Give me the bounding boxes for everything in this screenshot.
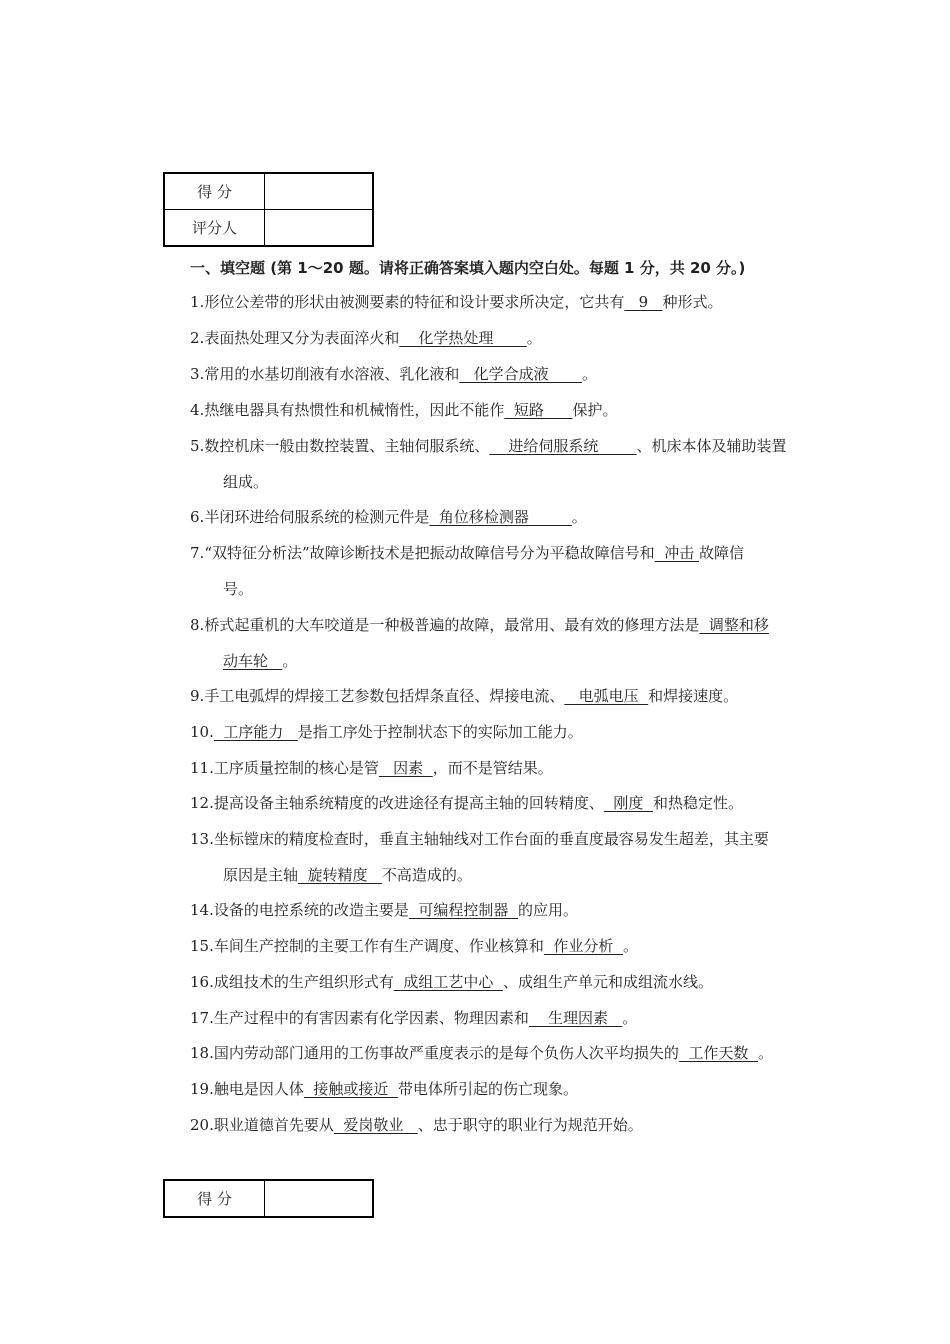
question-6 bbox=[190, 507, 587, 527]
question-18 bbox=[190, 1043, 773, 1063]
question-number: 1. bbox=[190, 293, 205, 311]
question-11 bbox=[190, 758, 553, 778]
question-text: 半闭环进给伺服系统的检测元件是 bbox=[204, 508, 430, 526]
score-value-cell[interactable] bbox=[265, 173, 374, 210]
question-15 bbox=[190, 936, 638, 956]
question-text-after: 保护。 bbox=[572, 401, 618, 419]
question-5-continuation bbox=[223, 472, 268, 492]
question-text: 桥式起重机的大车咬道是一种极普遍的故障，最常用、最有效的修理方法是 bbox=[204, 616, 700, 634]
question-4 bbox=[190, 400, 618, 420]
question-7 bbox=[190, 543, 744, 563]
question-number: 16. bbox=[190, 973, 214, 991]
question-number: 17. bbox=[190, 1009, 214, 1027]
question-text: 生产过程中的有害因素有化学因素、物理因素和 bbox=[213, 1009, 529, 1027]
answer-blank[interactable]: 接触或接近 bbox=[303, 1080, 398, 1098]
question-number: 11. bbox=[190, 759, 214, 777]
question-text: 数控机床一般由数控装置、主轴伺服系统、 bbox=[204, 437, 490, 455]
answer-blank[interactable]: 角位移检测器 bbox=[429, 508, 572, 526]
question-number: 13. bbox=[190, 830, 214, 848]
question-number: 9. bbox=[190, 687, 205, 705]
question-number: 18. bbox=[190, 1044, 214, 1062]
question-text-after: 、机床本体及辅助装置 bbox=[636, 437, 787, 455]
question-13-continuation bbox=[223, 865, 472, 885]
question-text-after: 故障信 bbox=[698, 544, 744, 562]
answer-blank[interactable]: 工序能力 bbox=[213, 723, 298, 741]
question-number: 15. bbox=[190, 937, 214, 955]
question-number: 8. bbox=[190, 616, 205, 634]
question-text-after: 、成组生产单元和成组流水线。 bbox=[502, 973, 713, 991]
answer-blank[interactable]: 化学合成液 bbox=[459, 365, 583, 383]
question-text: 号。 bbox=[223, 580, 254, 598]
question-text: 职业道德首先要从 bbox=[213, 1116, 334, 1134]
question-text-after: 、忠于职守的职业行为规范开始。 bbox=[417, 1116, 643, 1134]
question-text-after: 的应用。 bbox=[517, 901, 578, 919]
question-number: 4. bbox=[190, 401, 205, 419]
question-text: 国内劳动部门通用的工伤事故严重度表示的是每个负伤人次平均损失的 bbox=[213, 1044, 679, 1062]
question-text: 热继电器具有热惯性和机械惰性，因此不能作 bbox=[204, 401, 505, 419]
question-text-after: 不高造成的。 bbox=[381, 866, 472, 884]
answer-blank[interactable]: 冲击 bbox=[654, 544, 699, 562]
question-text-after: 。 bbox=[622, 1009, 638, 1027]
question-number: 19. bbox=[190, 1080, 214, 1098]
question-text-after: 种形式。 bbox=[662, 293, 723, 311]
score-table bbox=[163, 172, 374, 247]
question-text-after: 。 bbox=[571, 508, 587, 526]
question-text: 常用的水基切削液有水溶液、乳化液和 bbox=[204, 365, 460, 383]
question-1 bbox=[190, 292, 723, 312]
question-text-after: 。 bbox=[282, 652, 298, 670]
question-number: 12. bbox=[190, 794, 214, 812]
answer-blank[interactable]: 9 bbox=[624, 293, 663, 311]
question-text-after: 。 bbox=[622, 937, 638, 955]
answer-blank[interactable]: 短路 bbox=[504, 401, 573, 419]
grader-value-cell[interactable] bbox=[265, 210, 374, 247]
question-number: 5. bbox=[190, 437, 205, 455]
score-table-2 bbox=[163, 1179, 374, 1218]
question-text-after: 和热稳定性。 bbox=[652, 794, 743, 812]
question-text-after: 。 bbox=[582, 365, 598, 383]
question-5 bbox=[190, 436, 787, 456]
answer-blank[interactable]: 化学热处理 bbox=[399, 329, 527, 347]
question-text: 组成。 bbox=[223, 473, 269, 491]
question-number: 2. bbox=[190, 329, 205, 347]
answer-blank[interactable]: 成组工艺中心 bbox=[393, 973, 503, 991]
question-number: 7. bbox=[190, 544, 205, 562]
question-17 bbox=[190, 1008, 637, 1028]
question-text: “双特征分析法”故障诊断技术是把振动故障信号分为平稳故障信号和 bbox=[204, 544, 655, 562]
question-10 bbox=[190, 722, 583, 742]
question-number: 6. bbox=[190, 508, 205, 526]
question-text: 表面热处理又分为表面淬火和 bbox=[204, 329, 400, 347]
question-8 bbox=[190, 615, 769, 635]
question-text: 手工电弧焊的焊接工艺参数包括焊条直径、焊接电流、 bbox=[204, 687, 565, 705]
question-number: 3. bbox=[190, 365, 205, 383]
answer-blank[interactable]: 调整和移 bbox=[699, 616, 769, 634]
score-value-cell[interactable] bbox=[265, 1180, 374, 1217]
question-text-after: 。 bbox=[526, 329, 542, 347]
answer-blank-continuation[interactable]: 动车轮 bbox=[223, 652, 283, 670]
question-text-after: 带电体所引起的伤亡现象。 bbox=[397, 1080, 578, 1098]
question-14 bbox=[190, 900, 578, 920]
answer-blank[interactable]: 电弧电压 bbox=[564, 687, 649, 705]
question-text: 工序质量控制的核心是管 bbox=[213, 759, 379, 777]
question-3 bbox=[190, 364, 597, 384]
question-text: 车间生产控制的主要工作有生产调度、作业核算和 bbox=[213, 937, 544, 955]
question-13 bbox=[190, 829, 769, 849]
answer-blank[interactable]: 刚度 bbox=[603, 794, 653, 812]
question-12 bbox=[190, 793, 743, 813]
question-7-continuation bbox=[223, 579, 253, 599]
question-19 bbox=[190, 1079, 578, 1099]
question-text: 坐标镗床的精度检查时，垂直主轴轴线对工作台面的垂直度最容易发生超差，其主要 bbox=[213, 830, 769, 848]
question-2 bbox=[190, 328, 542, 348]
question-text-after: 是指工序处于控制状态下的实际加工能力。 bbox=[297, 723, 583, 741]
answer-blank[interactable]: 旋转精度 bbox=[298, 866, 382, 884]
question-text: 提高设备主轴系统精度的改进途径有提高主轴的回转精度、 bbox=[213, 794, 604, 812]
answer-blank[interactable]: 爱岗敬业 bbox=[333, 1116, 418, 1134]
question-8-continuation bbox=[223, 651, 297, 671]
question-number: 10. bbox=[190, 723, 214, 741]
question-text: 触电是因人体 bbox=[213, 1080, 304, 1098]
answer-blank[interactable]: 可编程控制器 bbox=[408, 901, 518, 919]
section-title: 一、填空题 (第 1～20 题。请将正确答案填入题内空白处。每题 1 分，共 20 分。) bbox=[190, 259, 746, 277]
question-text-after: 和焊接速度。 bbox=[648, 687, 739, 705]
answer-blank[interactable]: 因素 bbox=[378, 759, 433, 777]
question-text-after: ，而不是管结果。 bbox=[432, 759, 553, 777]
question-text: 成组技术的生产组织形式有 bbox=[213, 973, 394, 991]
question-text: 形位公差带的形状由被测要素的特征和设计要求所决定，它共有 bbox=[204, 293, 625, 311]
question-text: 原因是主轴 bbox=[223, 866, 299, 884]
question-16 bbox=[190, 972, 713, 992]
question-text: 设备的电控系统的改造主要是 bbox=[213, 901, 409, 919]
question-number: 20. bbox=[190, 1116, 214, 1134]
answer-blank[interactable]: 工作天数 bbox=[678, 1044, 758, 1062]
question-number: 14. bbox=[190, 901, 214, 919]
score-label: 得 分 bbox=[164, 173, 265, 210]
score-label: 得 分 bbox=[164, 1180, 265, 1217]
question-9 bbox=[190, 686, 738, 706]
question-20 bbox=[190, 1115, 643, 1135]
answer-blank[interactable]: 作业分析 bbox=[543, 937, 623, 955]
answer-blank[interactable]: 进给伺服系统 bbox=[489, 437, 637, 455]
question-text-after: 。 bbox=[757, 1044, 773, 1062]
grader-label: 评分人 bbox=[164, 210, 265, 247]
answer-blank[interactable]: 生理因素 bbox=[528, 1009, 623, 1027]
